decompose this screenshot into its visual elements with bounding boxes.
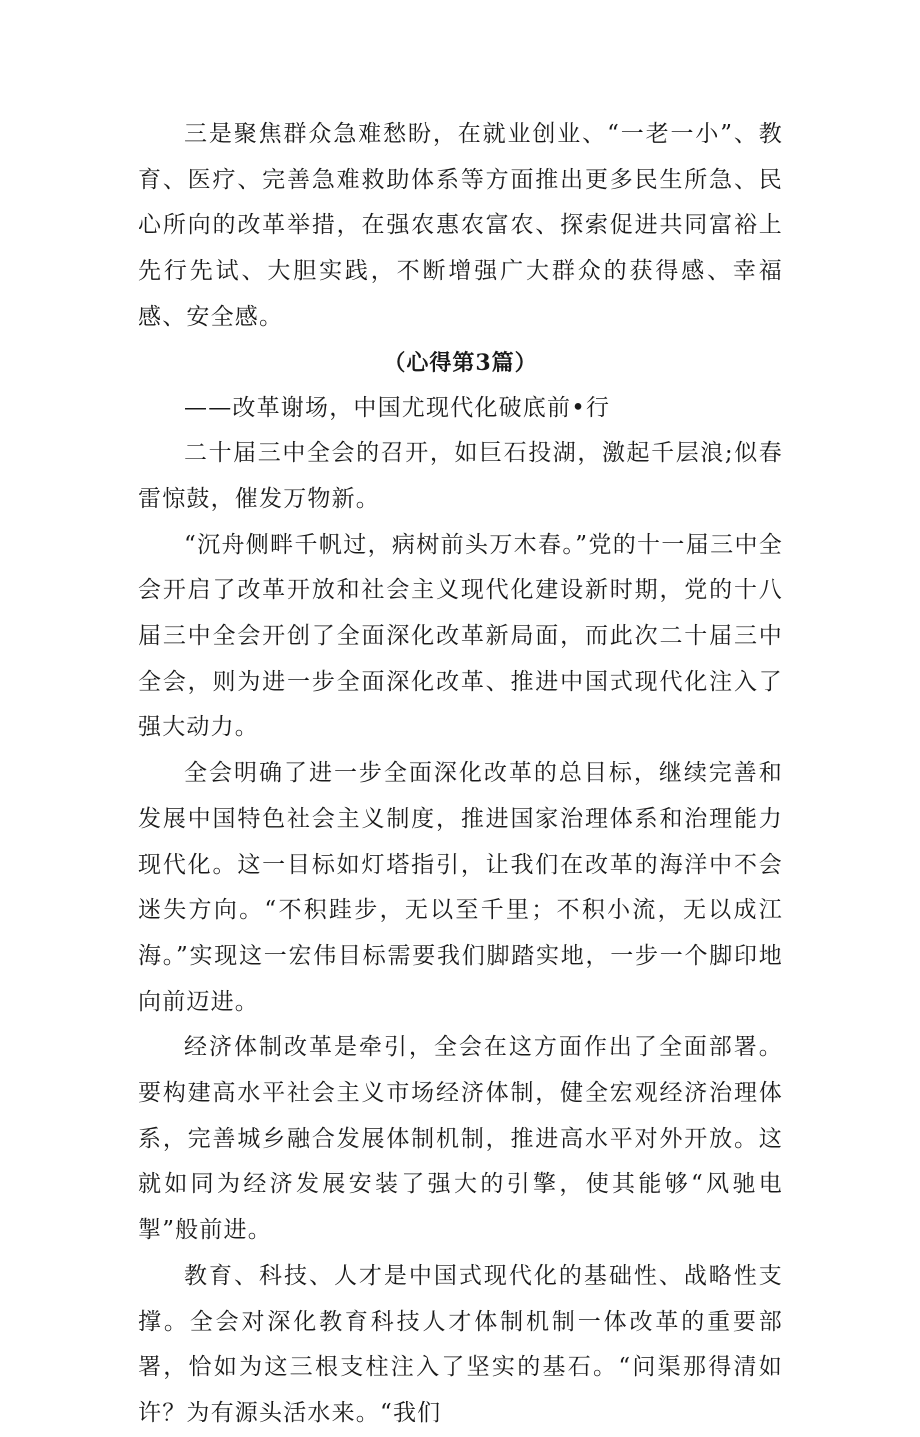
paragraph-4: 全会明确了进一步全面深化改革的总目标，继续完善和发展中国特色社会主义制度，推进国家治理体系和治理能力现代化。这一目标如灯塔指引，让我们在改革的海洋中不会迷失方向。“不积跬步，无以至千里；不积小流，无以成江海。”实现这一宏伟目标需要我们脚踏实地，一步一个脚印地向前迈进。 bbox=[138, 760, 783, 1015]
paragraph-3: “沉舟侧畔千帆过，病树前头万木春。”党的十一届三中全会开启了改革开放和社会主义现代化建设新时期，党的十八届三中全会开创了全面深化改革新局面，而此次二十届三中全会，则为进一步全面深化改革、推进中国式现代化注入了强大动力。 bbox=[138, 531, 783, 741]
subtitle: ——改革谢场，中国尤现代化破底前•行 bbox=[184, 394, 611, 421]
paragraph-2: 二十届三中全会的召开，如巨石投湖，激起千层浪;似春雷惊鼓，催发万物新。 bbox=[138, 440, 783, 512]
document-page bbox=[138, 112, 783, 1437]
paragraph-5: 经济体制改革是牵引，全会在这方面作出了全面部署。要构建高水平社会主义市场经济体制，健全宏观经济治理体系，完善城乡融合发展体制机制，推进高水平对外开放。这就如同为经济发展安装了强大的引擎，使其能够“风驰电掣”般前进。 bbox=[138, 1034, 783, 1244]
paragraph-6: 教育、科技、人才是中国式现代化的基础性、战略性支撑。全会对深化教育科技人才体制机制一体改革的重要部署，恰如为这三根支柱注入了坚实的基石。“问渠那得清如许？为有源头活水来。“我们 bbox=[138, 1262, 783, 1426]
section-heading: （心得第3篇） bbox=[383, 349, 538, 376]
paragraph-1: 三是聚焦群众急难愁盼，在就业创业、“一老一小”、教育、医疗、完善急难救助体系等方面推出更多民生所急、民心所向的改革举措，在强农惠农富农、探索促进共同富裕上先行先试、大胆实践，不断增强广大群众的获得感、幸福感、安全感。 bbox=[138, 121, 783, 330]
